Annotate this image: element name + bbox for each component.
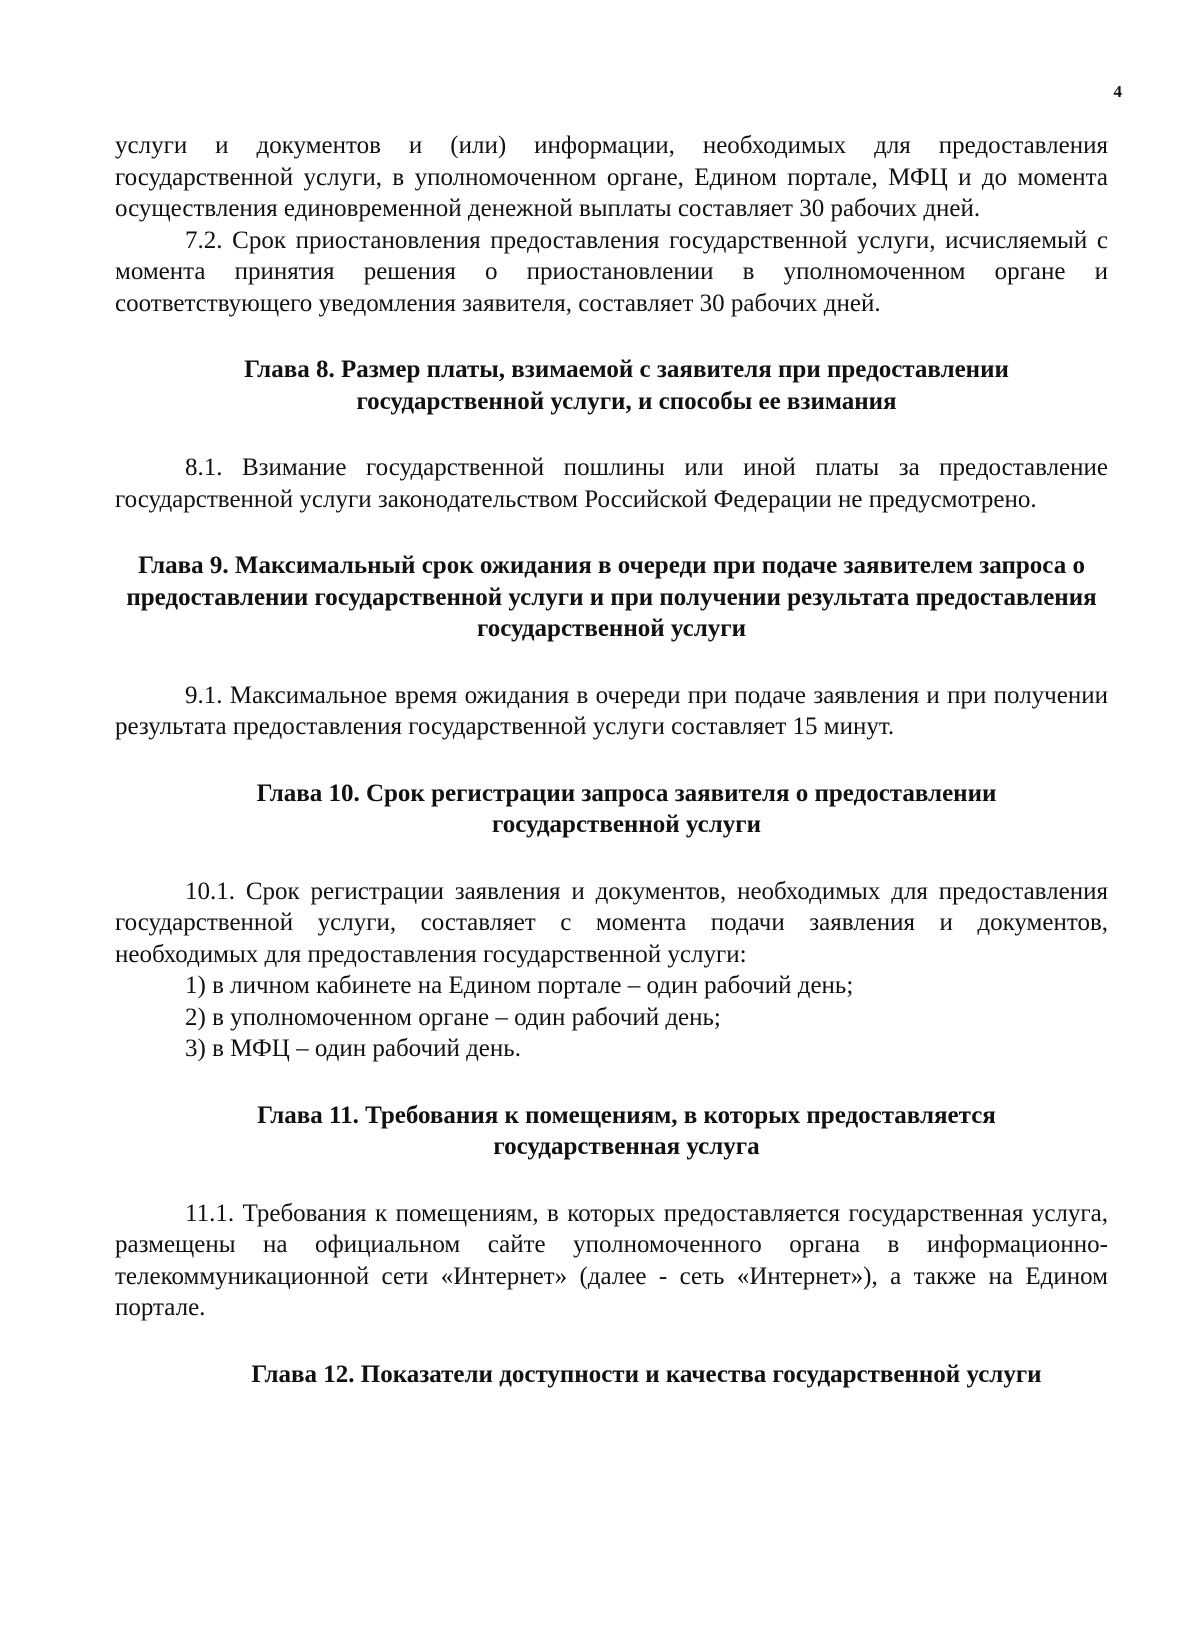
paragraph-11-1: 11.1. Требования к помещениям, в которых предоставляется государственная услуга, размещены на официальном сайте уполномоченного органа в информационно-телекоммуникационной сети «Интернет» (далее - сеть «Интернет»), а также на Едином портале. [115, 1199, 1108, 1321]
chapter-11-heading: Глава 11. Требования к помещениям, в которых предоставляется государственная услуга [257, 1101, 996, 1160]
list-item-10-3: 3) в МФЦ – один рабочий день. [185, 1035, 521, 1062]
paragraph-7-2: 7.2. Срок приостановления предоставления государственной услуги, исчисляемый с момента принятия решения о приостановлении в уполномоченном органе и соответствующего уведомления заявителя, составляет 30 рабочих дней. [115, 226, 1108, 317]
paragraph-10-1: 10.1. Срок регистрации заявления и документов, необходимых для предоставления государственной услуги, составляет с момента подачи заявления и документов, необходимых для предоставления государственной услуги: [115, 877, 1108, 968]
chapter-12-heading: Глава 12. Показатели доступности и качества государственной услуги [251, 1360, 1042, 1388]
list-item-10-2: 2) в уполномоченном органе – один рабочий день; [185, 1003, 721, 1031]
document-body [115, 130, 1108, 1390]
paragraph-9-1: 9.1. Максимальное время ожидания в очереди при подаче заявления и при получении результата предоставления государственной услуги составляет 15 минут. [115, 681, 1108, 740]
chapter-8-heading: Глава 8. Размер платы, взимаемой с заявителя при предоставлении государственной услуги, и способы ее взимания [244, 356, 1009, 415]
paragraph-intro-continuation: услуги и документов и (или) информации, необходимых для предоставления государственной услуги, в уполномоченном органе, Едином портале, МФЦ и до момента осуществления единовременной денежной выплаты составляет 30 рабочих дней. [115, 132, 1108, 222]
paragraph-8-1: 8.1. Взимание государственной пошлины или иной платы за предоставление государственной услуги законодательством Российской Федерации не предусмотрено. [115, 454, 1108, 513]
list-item-10-1: 1) в личном кабинете на Едином портале – один рабочий день; [185, 972, 854, 999]
chapter-9-heading: Глава 9. Максимальный срок ожидания в очереди при подаче заявителем запроса о предоставлении государственной услуги и при получении результата предоставления государственной услуги [126, 552, 1097, 642]
page-number: 4 [1113, 82, 1122, 101]
chapter-10-heading: Глава 10. Срок регистрации запроса заявителя о предоставлении государственной услуги [256, 779, 997, 838]
